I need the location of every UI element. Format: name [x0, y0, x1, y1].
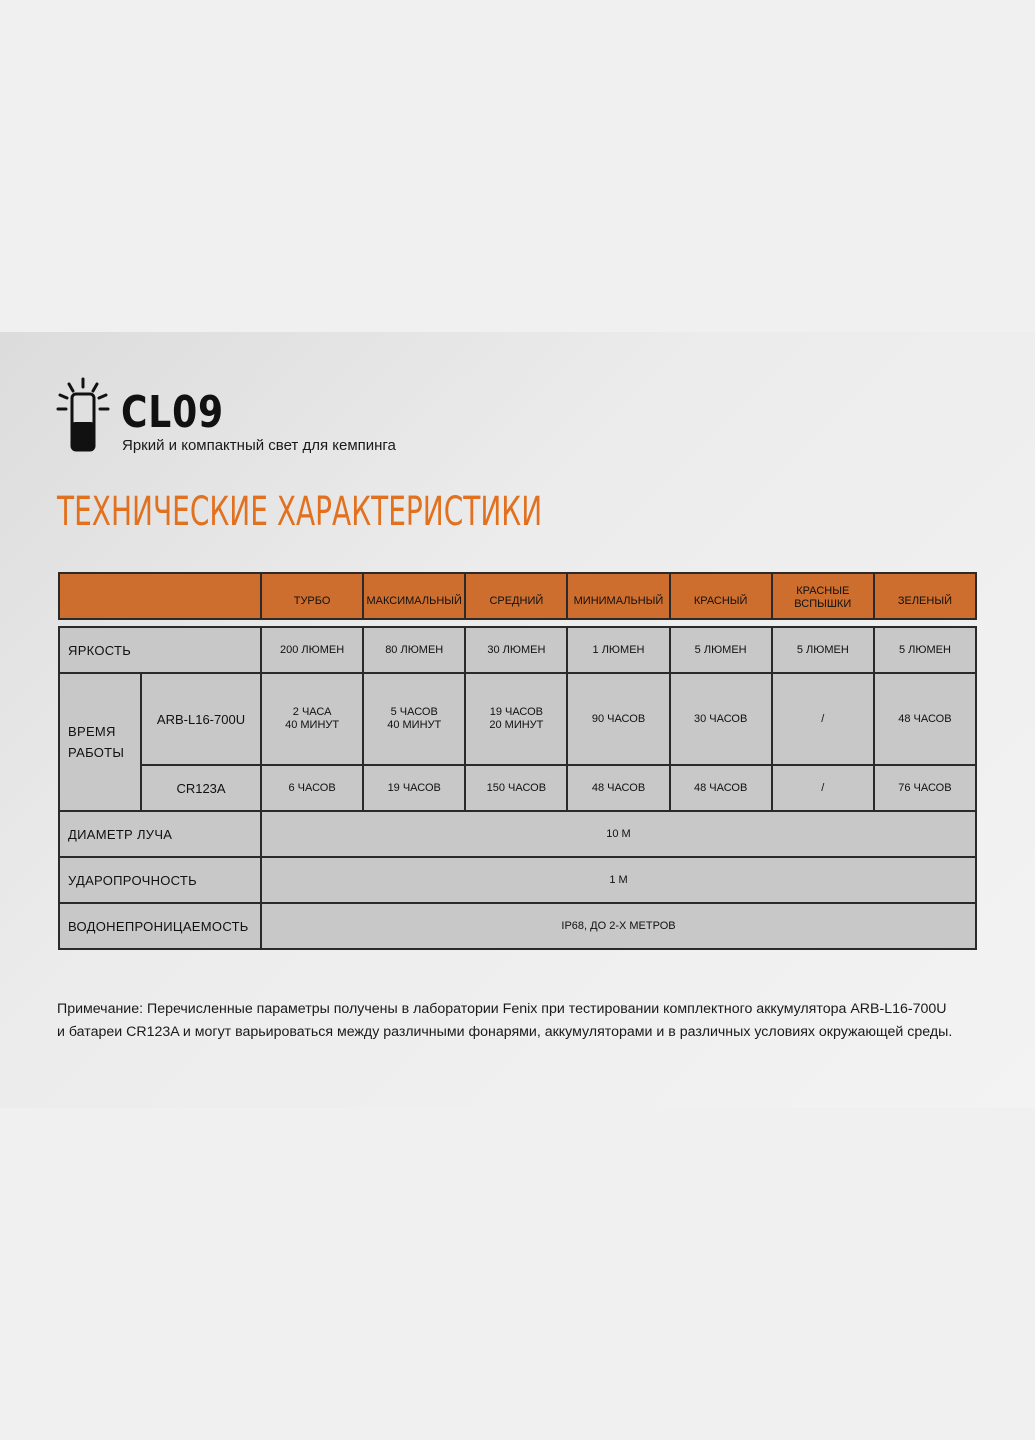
header-mode: КРАСНЫЕ ВСПЫШКИ — [772, 573, 874, 619]
table-cell: 48 ЧАСОВ — [874, 673, 976, 765]
table-row — [59, 811, 976, 857]
table-cell: 150 ЧАСОВ — [465, 765, 567, 811]
table-row — [59, 627, 976, 673]
row-label-brightness: ЯРКОСТЬ — [59, 627, 261, 673]
header-blank-cell — [59, 573, 261, 619]
table-cell: 19 ЧАСОВ — [363, 765, 465, 811]
table-cell: 30 ЧАСОВ — [670, 673, 772, 765]
footnote-line: и батареи CR123A и могут варьироваться между различными фонарями, аккумуляторами и в различных условиях окружающей среды. — [57, 1024, 953, 1040]
header-mode: ЗЕЛЕНЫЙ — [874, 573, 976, 619]
table-cell: / — [772, 765, 874, 811]
battery-label: CR123A — [141, 765, 261, 811]
table-cell: 48 ЧАСОВ — [567, 765, 669, 811]
table-cell: / — [772, 673, 874, 765]
table-cell: 2 ЧАСА 40 МИНУТ — [261, 673, 363, 765]
table-cell: 5 ЛЮМЕН — [874, 627, 976, 673]
table-cell: 5 ЛЮМЕН — [772, 627, 874, 673]
table-cell: 1 ЛЮМЕН — [567, 627, 669, 673]
table-row — [59, 673, 976, 765]
table-cell: 5 ЛЮМЕН — [670, 627, 772, 673]
row-label-beam: ДИАМЕТР ЛУЧА — [59, 811, 261, 857]
header-mode: СРЕДНИЙ — [465, 573, 567, 619]
product-model: CL09 — [121, 387, 224, 438]
header-mode: КРАСНЫЙ — [670, 573, 772, 619]
table-cell: 90 ЧАСОВ — [567, 673, 669, 765]
table-cell: 1 М — [261, 857, 976, 903]
table-cell: 19 ЧАСОВ 20 МИНУТ — [465, 673, 567, 765]
table-cell: 30 ЛЮМЕН — [465, 627, 567, 673]
footnote — [57, 998, 987, 1044]
footnote-line: Примечание: Перечисленные параметры получены в лаборатории Fenix при тестировании комплектного аккумулятора ARB-L16-700U — [57, 1001, 947, 1017]
lantern-icon — [56, 376, 110, 452]
table-cell: IP68, ДО 2-Х МЕТРОВ — [261, 903, 976, 949]
row-label-runtime: ВРЕМЯ РАБОТЫ — [59, 673, 141, 811]
table-cell: 76 ЧАСОВ — [874, 765, 976, 811]
table-cell: 200 ЛЮМЕН — [261, 627, 363, 673]
table-cell: 6 ЧАСОВ — [261, 765, 363, 811]
header-mode: МИНИМАЛЬНЫЙ — [567, 573, 669, 619]
table-row — [59, 765, 976, 811]
battery-label: ARB-L16-700U — [141, 673, 261, 765]
table-cell: 80 ЛЮМЕН — [363, 627, 465, 673]
product-tagline: Яркий и компактный свет для кемпинга — [122, 437, 396, 454]
table-cell: 48 ЧАСОВ — [670, 765, 772, 811]
table-row — [59, 857, 976, 903]
modes-header-table — [58, 572, 977, 620]
header-mode: ТУРБО — [261, 573, 363, 619]
section-title: ТЕХНИЧЕСКИЕ ХАРАКТЕРИСТИКИ — [57, 489, 543, 535]
table-row — [59, 903, 976, 949]
table-cell: 10 М — [261, 811, 976, 857]
spec-table — [58, 626, 977, 950]
table-cell: 5 ЧАСОВ 40 МИНУТ — [363, 673, 465, 765]
row-label-impact: УДАРОПРОЧНОСТЬ — [59, 857, 261, 903]
header-mode: МАКСИМАЛЬНЫЙ — [363, 573, 465, 619]
row-label-water: ВОДОНЕПРОНИЦАЕМОСТЬ — [59, 903, 261, 949]
